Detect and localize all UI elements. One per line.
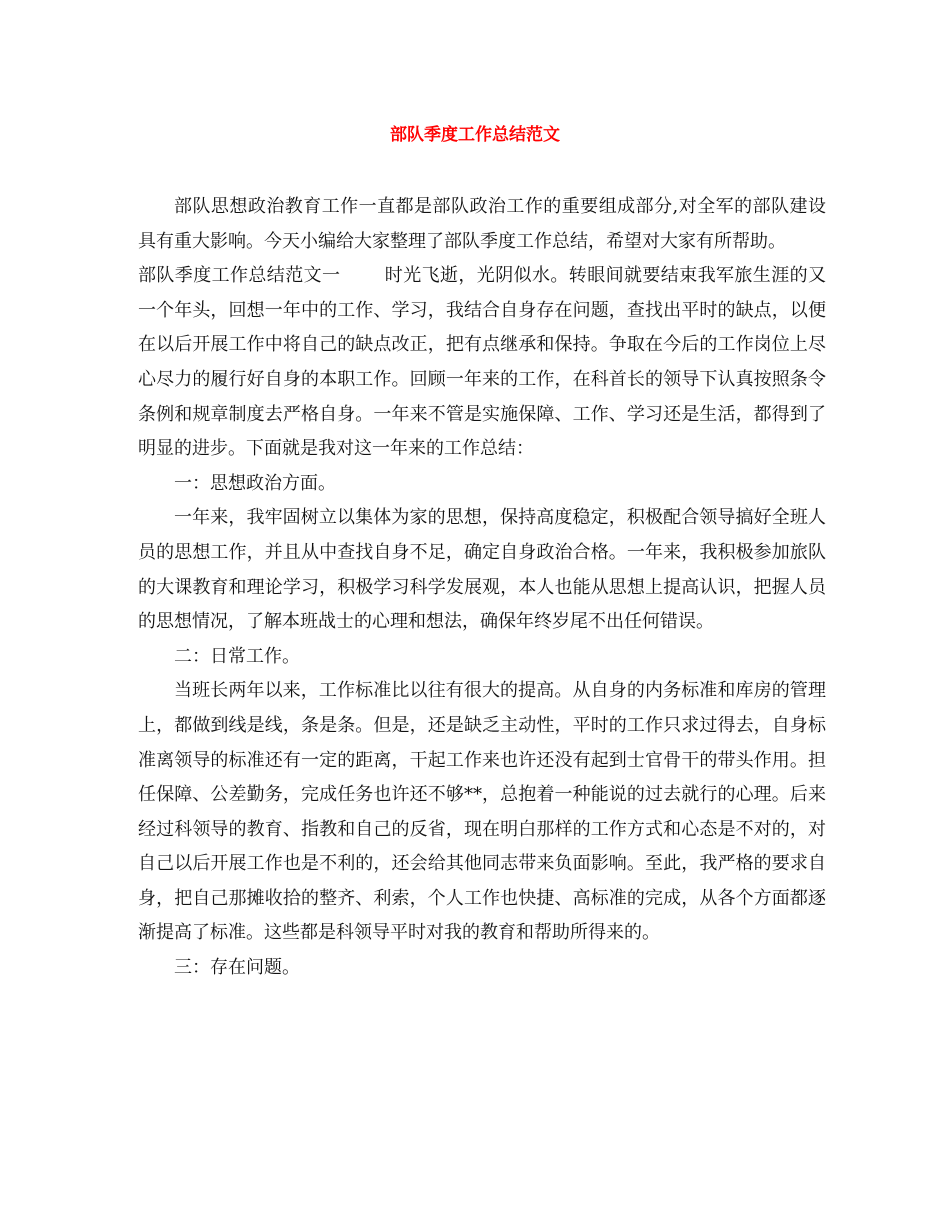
section-first-text: 时光飞逝，光阴似水。转眼间就要结束我军旅生涯的又一个年头，回想一年中的工作、学习，我结合自身存在问题，查找出平时的缺点，以便在以后开展工作中将自己的缺点改正，把有点继承和保持。争取在今后的工作岗位上尽心尽力的履行好自身的本职工作。回顾一年来的工作，在科首长的领导下认真按照条令条例和规章制度去严格自身。一年来不管是实施保障、工作、学习还是生活，都得到了明显的进步。下面就是我对这一年来的工作总结：	[138, 265, 827, 460]
section-label: 部队季度工作总结范文一	[138, 265, 341, 287]
section-paragraph	[138, 259, 826, 467]
heading-daily-work: 二：日常工作。	[174, 645, 300, 667]
heading-thought-politics: 一：思想政治方面。	[174, 472, 336, 494]
paragraph-thought-politics: 一年来，我牢固树立以集体为家的思想，保持高度稳定，积极配合领导搞好全班人员的思想工作，并且从中查找自身不足，确定自身政治合格。一年来，我积极参加旅队的大课教育和理论学习，积极学习科学发展观，本人也能从思想上提高认识，把握人员的思想情况，了解本班战士的心理和想法，确保年终岁尾不出任何错误。	[138, 507, 826, 633]
document-body	[138, 190, 826, 986]
intro-paragraph: 部队思想政治教育工作一直都是部队政治工作的重要组成部分,对全军的部队建设具有重大影响。今天小编给大家整理了部队季度工作总结，希望对大家有所帮助。	[138, 196, 826, 252]
paragraph-daily-work: 当班长两年以来，工作标准比以往有很大的提高。从自身的内务标准和库房的管理上，都做到线是线，条是条。但是，还是缺乏主动性，平时的工作只求过得去，自身标准离领导的标准还有一定的距离，干起工作来也许还没有起到士官骨干的带头作用。担任保障、公差勤务，完成任务也许还不够**，总抱着一种能说的过去就行的心理。后来经过科领导的教育、指教和自己的反省，现在明白那样的工作方式和心态是不对的，对自己以后开展工作也是不利的，还会给其他同志带来负面影响。至此，我严格的要求自身，把自己那摊收拾的整齐、利索，个人工作也快捷、高标准的完成，从各个方面都逐渐提高了标准。这些都是科领导平时对我的教育和帮助所得来的。	[138, 680, 826, 944]
heading-existing-problems: 三：存在问题。	[174, 957, 300, 979]
document-title: 部队季度工作总结范文	[390, 125, 560, 145]
